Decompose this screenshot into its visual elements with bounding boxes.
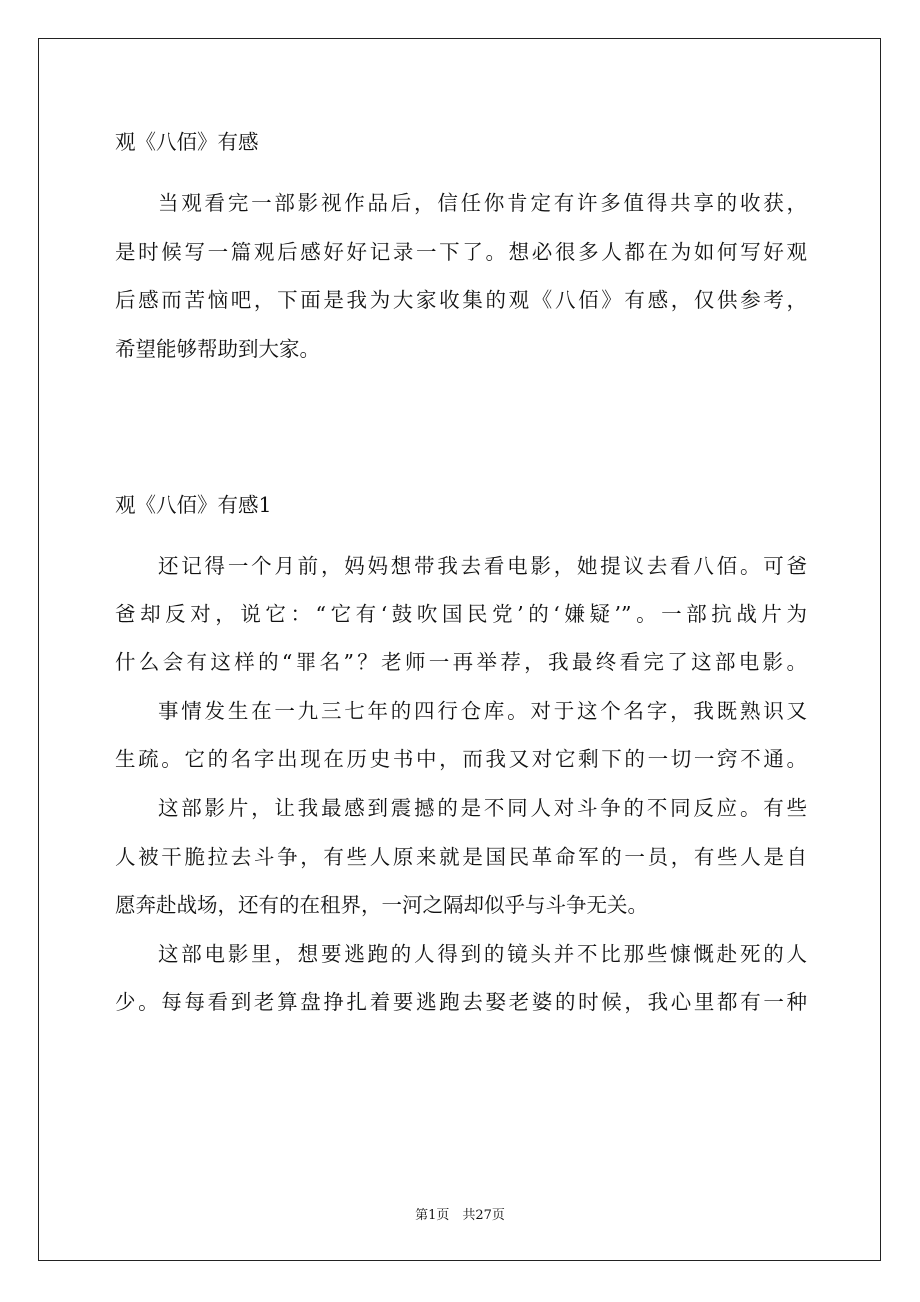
paragraph-line: 这部电影里，想要逃跑的人得到的镜头并不比那些慷慨赴死的人 (158, 942, 807, 966)
intro-line: 当观看完一部影视作品后，信任你肯定有许多值得共享的收获， (158, 191, 807, 215)
paragraph-line: 什么会有这样的“罪名”？老师一再举荐，我最终看完了这部电影。 (115, 650, 807, 674)
paragraph-line: 事情发生在一九三七年的四行仓库。对于这个名字，我既熟识又 (158, 699, 807, 723)
paragraph-line: 愿奔赴战场，还有的在租界，一河之隔却似乎与斗争无关。 (115, 893, 648, 917)
paragraph-line: 爸却反对，说它：“它有‘鼓吹国民党’的‘嫌疑’”。一部抗战片为 (115, 602, 807, 626)
intro-line: 希望能够帮助到大家。 (115, 337, 320, 361)
paragraph-line: 人被干脆拉去斗争，有些人原来就是国民革命军的一员，有些人是自 (115, 845, 807, 869)
paragraph-line: 还记得一个月前，妈妈想带我去看电影，她提议去看八佰。可爸 (158, 554, 807, 578)
paragraph-line: 这部影片，让我最感到震撼的是不同人对斗争的不同反应。有些 (158, 796, 807, 820)
section-title: 观《八佰》有感1 (115, 493, 272, 517)
intro-line: 是时候写一篇观后感好好记录一下了。想必很多人都在为如何写好观 (115, 240, 807, 264)
intro-line: 后感而苦恼吧，下面是我为大家收集的观《八佰》有感，仅供参考， (115, 288, 807, 312)
document-title: 观《八佰》有感 (115, 130, 259, 154)
paragraph-line: 生疏。它的名字出现在历史书中，而我又对它剩下的一切一窍不通。 (115, 747, 807, 771)
page-number-footer: 第1页 共27页 (415, 1208, 505, 1223)
paragraph-line: 少。每每看到老算盘挣扎着要逃跑去娶老婆的时候，我心里都有一种 (115, 990, 807, 1014)
